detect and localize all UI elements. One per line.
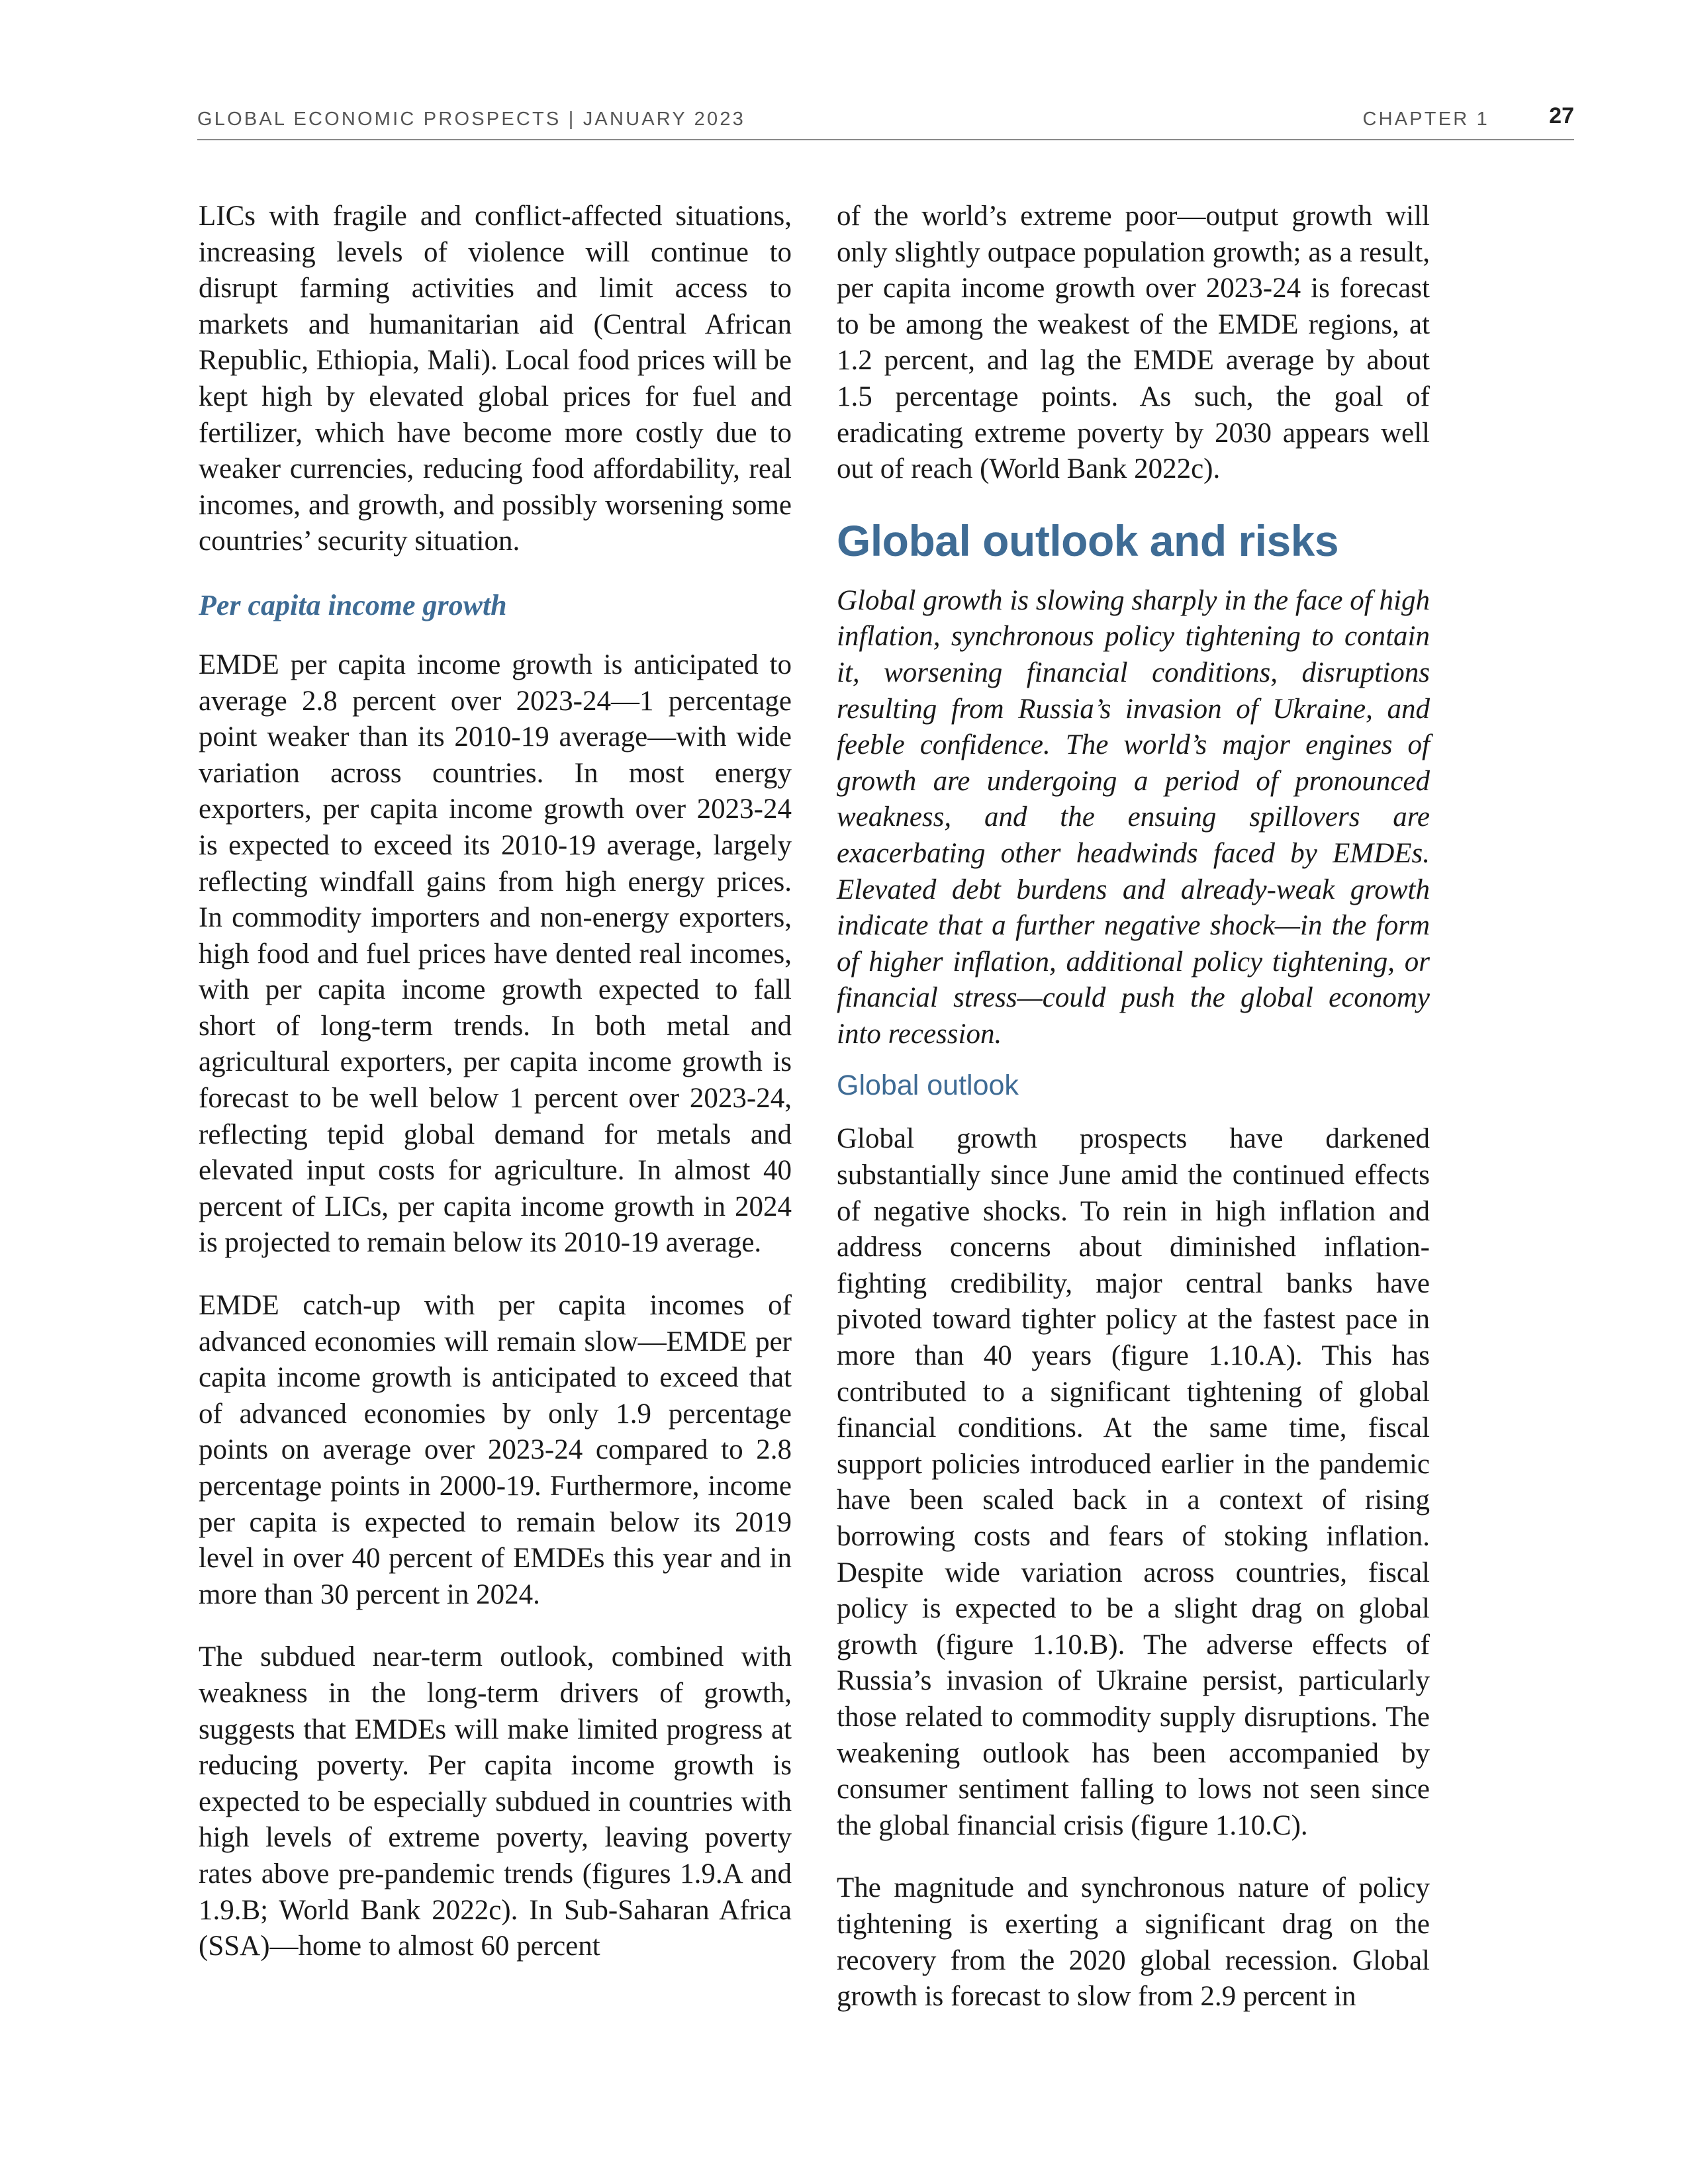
paragraph-growth-prospects: Global growth prospects have darkened substantially since June amid the continued effects of negative shocks. To rein in high inflation and address concerns about diminished inflation-fighting credibility, major central banks have pivoted toward tighter policy at the fastest pace in more than 40 years (figure 1.10.A). This has contributed to a significant tightening of global financial conditions. At the same time, fiscal support policies introduced earlier in the pandemic have been scaled back in a context of rising borrowing costs and fears of stoking inflation. Despite wide variation across countries, fiscal policy is expected to be a slight drag on global growth (figure 1.10.B). The adverse effects of Russia’s invasion of Ukraine persist, particularly those related to commodity supply disruptions. The weakening outlook has been accompanied by consumer sentiment falling to lows not seen since the global financial crisis (figure 1.10.C).	[837, 1123, 1430, 1841]
subheading-per-capita-income-growth: Per capita income growth	[199, 588, 507, 621]
page-number: 27	[1549, 103, 1574, 128]
section-lead-summary: Global growth is slowing sharply in the face of high inflation, synchronous policy tightening to contain it, worsening financial conditions, disruptions resulting from Russia’s invasion of Ukraine, and feeble confidence. The world’s major engines of growth are undergoing a period of pronounced weakness, and the ensuing spillovers are exacerbating other headwinds faced by EMDEs. Elevated debt burdens and already-weak growth indicate that a further negative shock—in the form of higher inflation, additional policy tightening, or financial stress—could push the global economy into recession.	[837, 584, 1430, 1050]
chapter-label: CHAPTER 1	[1362, 109, 1489, 130]
paragraph-extreme-poor: of the world’s extreme poor—output growth will only slightly outpace population growth; as a result, per capita income growth over 2023-24 is forecast to be among the weakest of the EMDE regions, at 1.2 percent, and lag the EMDE average by about 1.5 percentage points. As such, the goal of eradicating extreme poverty by 2030 appears well out of reach (World Bank 2022c).	[837, 201, 1430, 485]
running-header	[197, 103, 1574, 140]
left-column	[199, 199, 792, 1991]
paragraph-poverty: The subdued near-term outlook, combined with weakness in the long-term drivers of growth, suggests that EMDEs will make limited progress at reducing poverty. Per capita income growth is expected to be especially subdued in countries with high levels of extreme poverty, leaving poverty rates above pre-pandemic trends (figures 1.9.A and 1.9.B; World Bank 2022c). In Sub-Saharan Africa (SSA)—home to almost 60 percent	[199, 1641, 792, 1962]
paragraph-fragile-lics: LICs with fragile and conflict-affected situations, increasing levels of violence will continue to disrupt farming activities and limit access to markets and humanitarian aid (Central African Republic, Ethiopia, Mali). Local food prices will be kept high by elevated global prices for fuel and fertilizer, which have become more costly due to weaker currencies, reducing food affordability, real incomes, and growth, and possibly worsening some countries’ security situation.	[199, 201, 792, 557]
paragraph-policy-tightening: The magnitude and synchronous nature of policy tightening is exerting a significant drag on the recovery from the 2020 global recession. Global growth is forecast to slow from 2.9 percent in	[837, 1872, 1430, 2013]
subheading-global-outlook: Global outlook	[837, 1069, 1019, 1102]
paragraph-catch-up: EMDE catch-up with per capita incomes of advanced economies will remain slow—EMDE per capita income growth is anticipated to exceed that of advanced economies by only 1.9 percentage points on average over 2023-24 compared to 2.8 percentage points in 2000-19. Furthermore, income per capita is expected to remain below its 2019 level in over 40 percent of EMDEs this year and in more than 30 percent in 2024.	[199, 1290, 792, 1610]
publication-title: GLOBAL ECONOMIC PROSPECTS | JANUARY 2023	[197, 109, 745, 130]
paragraph-emde-per-capita-growth: EMDE per capita income growth is anticipated to average 2.8 percent over 2023-24—1 percentage point weaker than its 2010-19 average—with wide variation across countries. In most energy exporters, per capita income growth over 2023-24 is expected to exceed its 2010-19 average, largely reflecting windfall gains from high energy prices. In commodity importers and non-energy exporters, high food and fuel prices have dented real incomes, with per capita income growth expected to fall short of long-term trends. In both metal and agricultural exporters, per capita income growth is forecast to be well below 1 percent over 2023-24, reflecting tepid global demand for metals and elevated input costs for agriculture. In almost 40 percent of LICs, per capita income growth in 2024 is projected to remain below its 2010-19 average.	[199, 649, 792, 1259]
right-column	[837, 199, 1430, 2042]
section-title-global-outlook-and-risks: Global outlook and risks	[837, 516, 1339, 565]
